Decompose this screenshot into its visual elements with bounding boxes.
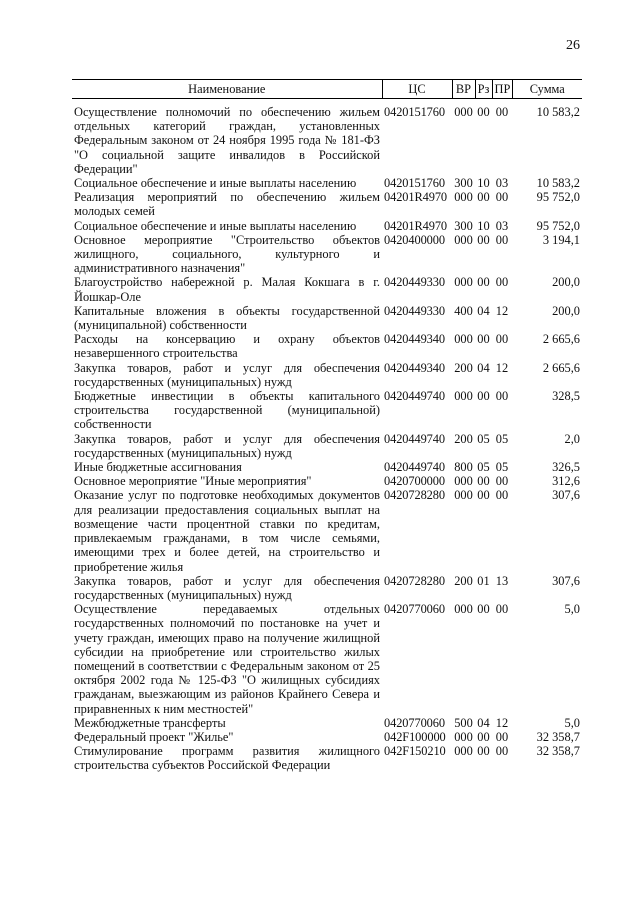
row-vr-cell: 000 <box>454 105 473 119</box>
row-pr-cell: 00 <box>495 602 509 617</box>
table-row <box>72 332 582 360</box>
row-vr-cell: 000 <box>454 275 473 290</box>
row-rz-cell: 00 <box>477 474 490 489</box>
row-cs-cell: 0420449340 <box>384 360 445 375</box>
row-rz-cell: 00 <box>477 105 490 119</box>
row-cs-cell: 0420770060 <box>384 715 445 730</box>
row-sum-cell: 2 665,6 <box>542 360 580 375</box>
row-vr-cell: 000 <box>454 190 473 205</box>
table-row <box>72 488 582 573</box>
row-cs-cell: 0420700000 <box>384 474 445 489</box>
row-vr-cell: 500 <box>454 715 473 730</box>
row-vr-cell: 000 <box>454 389 473 404</box>
row-sum-cell: 10 583,2 <box>536 105 580 119</box>
row-cs-cell: 0420770060 <box>384 602 445 617</box>
row-pr-cell: 00 <box>495 275 509 290</box>
row-rz-cell: 00 <box>477 744 490 759</box>
header-cs: ЦС <box>382 80 452 99</box>
row-rz-cell: 00 <box>477 190 490 205</box>
row-pr-cell: 00 <box>495 729 509 744</box>
row-cs-cell: 0420449330 <box>384 275 445 290</box>
row-name-cell: Капитальные вложения в объекты государственной (муниципальной) собственности <box>74 303 380 333</box>
row-sum-cell: 326,5 <box>552 460 580 475</box>
header-sum: Сумма <box>512 80 582 99</box>
row-vr-cell: 300 <box>454 218 473 233</box>
row-rz-cell: 10 <box>477 218 490 233</box>
row-pr-cell: 00 <box>495 488 509 503</box>
page-number: 26 <box>566 38 580 53</box>
row-sum-cell: 2 665,6 <box>542 332 580 347</box>
row-rz-cell: 04 <box>477 715 490 730</box>
table-row <box>72 99 582 177</box>
row-sum-cell: 10 583,2 <box>536 176 580 191</box>
header-name: Наименование <box>72 80 382 99</box>
table-row <box>72 432 582 460</box>
table-row <box>72 716 582 730</box>
row-sum-cell: 32 358,7 <box>536 729 580 744</box>
row-pr-cell: 13 <box>495 573 509 588</box>
row-vr-cell: 300 <box>454 176 473 191</box>
row-cs-cell: 042F100000 <box>384 729 446 744</box>
row-name-cell: Закупка товаров, работ и услуг для обеспечения государственных (муниципальных) нужд <box>74 360 380 389</box>
row-sum-cell: 200,0 <box>552 275 580 290</box>
row-pr-cell: 00 <box>495 474 509 489</box>
row-name-cell: Закупка товаров, работ и услуг для обеспечения государственных (муниципальных) нужд <box>74 431 380 460</box>
row-pr-cell: 00 <box>495 105 509 119</box>
row-sum-cell: 2,0 <box>564 431 580 446</box>
table-row <box>72 389 582 432</box>
budget-table <box>72 79 582 773</box>
row-sum-cell: 328,5 <box>552 389 580 404</box>
row-name-cell: Иные бюджетные ассигнования <box>74 460 242 475</box>
table-row <box>72 275 582 303</box>
row-rz-cell: 04 <box>477 360 490 375</box>
row-cs-cell: 0420728280 <box>384 488 445 503</box>
row-vr-cell: 400 <box>454 303 473 318</box>
row-rz-cell: 10 <box>477 176 490 191</box>
row-cs-cell: 0420449330 <box>384 303 445 318</box>
table-row <box>72 474 582 488</box>
row-name-cell: Бюджетные инвестиции в объекты капитального строительства государственной (муниципальной) собственности <box>74 389 380 432</box>
table-row <box>72 233 582 276</box>
row-pr-cell: 03 <box>495 176 509 191</box>
row-cs-cell: 0420449740 <box>384 431 445 446</box>
row-pr-cell: 00 <box>495 332 509 347</box>
row-name-cell: Расходы на консервацию и охрану объектов незавершенного строительства <box>74 332 380 361</box>
row-vr-cell: 200 <box>454 573 473 588</box>
row-sum-cell: 5,0 <box>564 602 580 617</box>
row-name-cell: Осуществление передаваемых отдельных государственных полномочий по постановке на учет и учету граждан, имеющих право на получение жилищной субсидии на приобретение или строительство жилых помещений в соответствии с Федеральным законом от 25 октября 2002 года № 125-ФЗ "О жилищных субсидиях гражданам, выезжающим из районов Крайнего Севера и приравненных к ним местностей" <box>74 602 380 716</box>
table-row <box>72 176 582 190</box>
row-pr-cell: 05 <box>495 431 509 446</box>
row-vr-cell: 000 <box>454 332 473 347</box>
row-name-cell: Стимулирование программ развития жилищного строительства субъектов Российской Федерации <box>74 744 380 773</box>
header-rz: Рз <box>475 80 492 99</box>
table-header-row <box>72 80 582 99</box>
row-name-cell: Социальное обеспечение и иные выплаты населению <box>74 218 357 233</box>
row-rz-cell: 00 <box>477 488 490 503</box>
row-pr-cell: 00 <box>495 389 509 404</box>
row-vr-cell: 200 <box>454 431 473 446</box>
row-sum-cell: 95 752,0 <box>536 190 580 205</box>
row-vr-cell: 000 <box>454 474 473 489</box>
table-row <box>72 730 582 744</box>
row-rz-cell: 00 <box>477 232 490 247</box>
row-sum-cell: 32 358,7 <box>536 744 580 759</box>
row-cs-cell: 0420151760 <box>384 105 445 119</box>
row-name-cell: Благоустройство набережной р. Малая Кокшага в г. Йошкар-Оле <box>74 275 380 304</box>
row-rz-cell: 04 <box>477 303 490 318</box>
row-vr-cell: 000 <box>454 729 473 744</box>
row-rz-cell: 01 <box>477 573 490 588</box>
row-cs-cell: 0420449340 <box>384 332 445 347</box>
row-cs-cell: 04201R4970 <box>384 190 448 205</box>
table-row <box>72 744 582 772</box>
table-row <box>72 304 582 332</box>
row-vr-cell: 800 <box>454 460 473 475</box>
row-name-cell: Реализация мероприятий по обеспечению жильем молодых семей <box>74 190 380 219</box>
row-pr-cell: 12 <box>495 715 509 730</box>
table-row <box>72 361 582 389</box>
row-sum-cell: 312,6 <box>552 474 580 489</box>
row-rz-cell: 05 <box>477 460 490 475</box>
row-rz-cell: 00 <box>477 332 490 347</box>
row-sum-cell: 3 194,1 <box>542 232 580 247</box>
row-vr-cell: 000 <box>454 744 473 759</box>
header-pr: ПР <box>492 80 512 99</box>
row-cs-cell: 0420151760 <box>384 176 445 191</box>
row-pr-cell: 12 <box>495 360 509 375</box>
row-name-cell: Основное мероприятие "Иные мероприятия" <box>74 474 312 489</box>
row-cs-cell: 0420728280 <box>384 573 445 588</box>
row-pr-cell: 00 <box>495 744 509 759</box>
row-cs-cell: 0420449740 <box>384 460 445 475</box>
row-name-cell: Закупка товаров, работ и услуг для обеспечения государственных (муниципальных) нужд <box>74 573 380 602</box>
row-cs-cell: 042F150210 <box>384 744 446 759</box>
table-row <box>72 219 582 233</box>
row-cs-cell: 0420400000 <box>384 232 445 247</box>
row-pr-cell: 03 <box>495 218 509 233</box>
row-sum-cell: 307,6 <box>552 573 580 588</box>
row-rz-cell: 00 <box>477 389 490 404</box>
table-row <box>72 602 582 716</box>
row-name-cell: Федеральный проект "Жилье" <box>74 729 234 744</box>
row-name-cell: Оказание услуг по подготовке необходимых документов для реализации предоставления социальных выплат на возмещение части процентной ставки по кредитам, привлекаемым гражданами, в том числе семьями, имеющими трех и более детей, на строительство и приобретение жилья <box>74 488 380 574</box>
row-pr-cell: 12 <box>495 303 509 318</box>
table-row <box>72 574 582 602</box>
row-pr-cell: 00 <box>495 232 509 247</box>
table-row <box>72 460 582 474</box>
row-pr-cell: 00 <box>495 190 509 205</box>
row-rz-cell: 00 <box>477 729 490 744</box>
row-name-cell: Межбюджетные трансферты <box>74 715 226 730</box>
row-cs-cell: 0420449740 <box>384 389 445 404</box>
row-vr-cell: 000 <box>454 232 473 247</box>
table-row <box>72 190 582 218</box>
row-cs-cell: 04201R4970 <box>384 218 448 233</box>
row-name-cell: Осуществление полномочий по обеспечению жильем отдельных категорий граждан, установленных Федеральным законом от 24 ноября 1995 года № 181-ФЗ "О социальной защите инвалидов в Российской Федерации" <box>74 105 380 176</box>
header-vr: ВР <box>452 80 475 99</box>
row-sum-cell: 95 752,0 <box>536 218 580 233</box>
row-name-cell: Основное мероприятие "Строительство объектов жилищного, социального, культурного и административного назначения" <box>74 232 380 276</box>
row-sum-cell: 307,6 <box>552 488 580 503</box>
row-sum-cell: 200,0 <box>552 303 580 318</box>
row-rz-cell: 00 <box>477 602 490 617</box>
row-pr-cell: 05 <box>495 460 509 475</box>
row-rz-cell: 00 <box>477 275 490 290</box>
row-rz-cell: 05 <box>477 431 490 446</box>
table-body <box>72 99 582 773</box>
row-vr-cell: 200 <box>454 360 473 375</box>
row-vr-cell: 000 <box>454 602 473 617</box>
row-vr-cell: 000 <box>454 488 473 503</box>
row-name-cell: Социальное обеспечение и иные выплаты населению <box>74 176 357 191</box>
row-sum-cell: 5,0 <box>564 715 580 730</box>
